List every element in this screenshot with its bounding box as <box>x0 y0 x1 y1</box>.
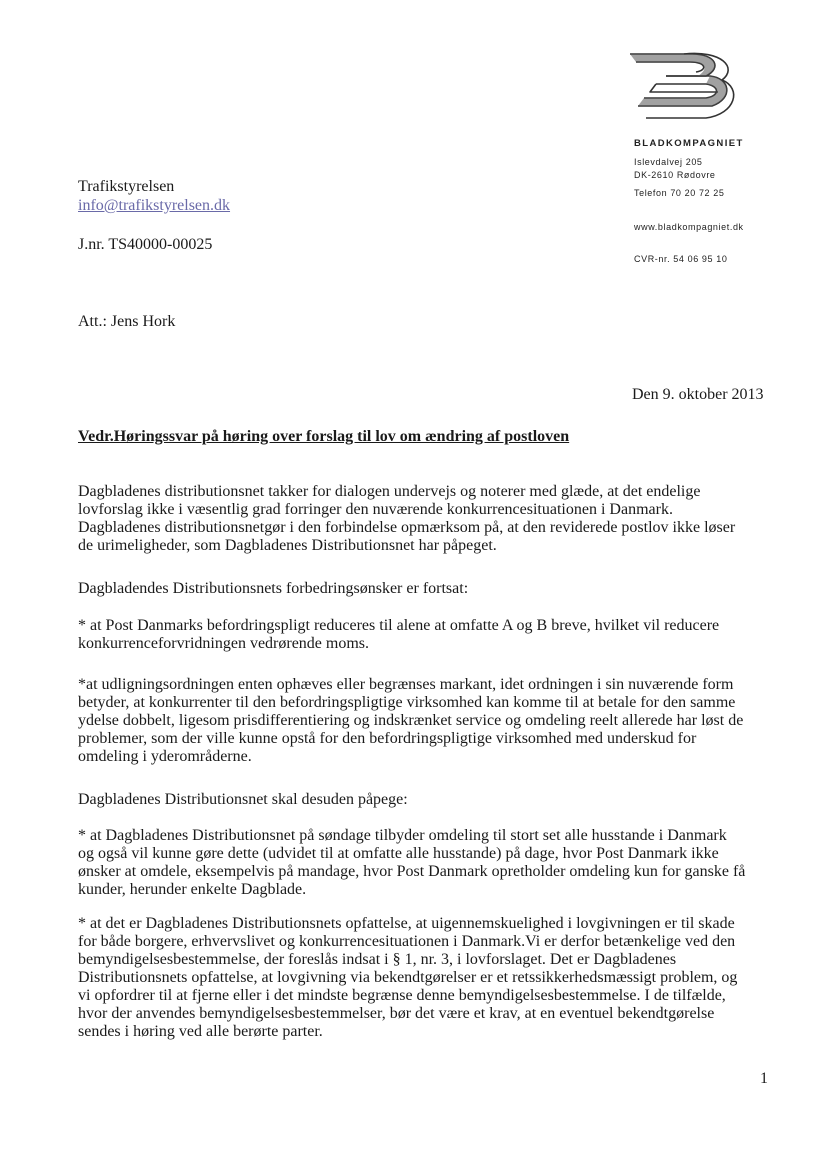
paragraph-bullet-udligning <box>78 676 778 766</box>
paragraph-line: Dagbladenes distributionsnet takker for dialogen undervejs og noterer med glæde, at det endelige <box>78 483 701 500</box>
paragraph-line: Distributionsnets opfattelse, at lovgivning via bekendtgørelser er et retssikkerhedsmæssigt problem, og <box>78 969 738 986</box>
paragraph-line: * at Post Danmarks befordringspligt reduceres til alene at omfatte A og B breve, hvilket vil reducere <box>78 617 720 634</box>
paragraph-bullet-sondage <box>78 827 778 899</box>
paragraph-line: hvor der anvendes bemyndigelsesbestemmelser, bør det være et krav, at en eventuel bekendtgørelse <box>78 1005 715 1022</box>
bb-logo-icon <box>626 48 742 126</box>
paragraph-line: * at Dagbladenes Distributionsnet på søndage tilbyder omdeling til stort set alle husstande i Danmark <box>78 827 727 844</box>
paragraph-line: ønsker at omdele, eksempelvis på mandage, hvor Post Danmark opretholder omdeling kun for ganske få <box>78 863 746 880</box>
paragraph-bullet-bemyndigelse <box>78 915 778 1041</box>
address-line-1: Islevdalvej 205 <box>634 157 703 167</box>
paragraph-bullet-befordringspligt <box>78 617 778 653</box>
paragraph-intro <box>78 483 778 555</box>
page-number: 1 <box>760 1070 768 1087</box>
paragraph-line: betyder, at konkurrenter til den befordringspligtige virksomhed kan komme til at betale for den samme <box>78 694 736 711</box>
paragraph-line: kunder, herunder enkelte Dagblade. <box>78 881 307 898</box>
paragraph-line: omdeling i yderområderne. <box>78 748 252 765</box>
website: www.bladkompagniet.dk <box>634 222 744 232</box>
paragraph-line: konkurrenceforvridningen vedrørende moms. <box>78 635 370 652</box>
paragraph-wishes-heading <box>78 580 778 598</box>
address-line-2: DK-2610 Rødovre <box>634 170 716 180</box>
paragraph-line: *at udligningsordningen enten ophæves eller begrænses markant, idet ordningen i sin nuværende form <box>78 676 734 693</box>
attention-line: Att.: Jens Hork <box>78 313 176 330</box>
paragraph-line: og også vil kunne gøre dette (udvidet til at omfatte alle husstande) på dage, hvor Post Danmark ikke <box>78 845 719 862</box>
company-name: BLADKOMPAGNIET <box>634 138 744 149</box>
letter-date: Den 9. oktober 2013 <box>632 386 764 403</box>
paragraph-line: Dagbladenes Distributionsnet skal desuden påpege: <box>78 791 408 808</box>
paragraph-line: problemer, som der ville kunne opstå for den befordringspligtige virksomhed med underskud for <box>78 730 697 747</box>
journal-number: J.nr. TS40000-00025 <box>78 236 213 253</box>
paragraph-line: for både borgere, erhvervslivet og konkurrencesituationen i Danmark.Vi er derfor betænkelige ved den <box>78 933 736 950</box>
paragraph-line: de urimeligheder, som Dagbladenes Distributionsnet har påpeget. <box>78 537 497 554</box>
paragraph-line: sendes i høring ved alle berørte parter. <box>78 1023 323 1040</box>
cvr-number: CVR-nr. 54 06 95 10 <box>634 254 728 264</box>
recipient-email-link[interactable]: info@trafikstyrelsen.dk <box>78 197 231 214</box>
paragraph-line: Dagbladenes distributionsnetgør i den forbindelse opmærksom på, at den reviderede postlov ikke løser <box>78 519 736 536</box>
paragraph-line: * at det er Dagbladenes Distributionsnets opfattelse, at uigennemskuelighed i lovgivningen er til skade <box>78 915 735 932</box>
paragraph-line: bemyndigelsesbestemmelse, der foreslås indsat i § 1, nr. 3, i lovforslaget. Det er Dagbladenes <box>78 951 677 968</box>
paragraph-line: lovforslag ikke i væsentlig grad forringer den nuværende konkurrencesituationen i Danmark. <box>78 501 673 518</box>
recipient-name: Trafikstyrelsen <box>78 178 175 195</box>
subject-line: Vedr.Høringssvar på høring over forslag til lov om ændring af postloven <box>78 428 570 445</box>
paragraph-additional-heading <box>78 791 778 809</box>
paragraph-line: ydelse dobbelt, ligesom prisdifferentiering og indskrænket service og omdeling reelt allerede har løst de <box>78 712 744 729</box>
paragraph-line: Dagbladendes Distributionsnets forbedringsønsker er fortsat: <box>78 580 469 597</box>
phone-number: Telefon 70 20 72 25 <box>634 188 725 198</box>
paragraph-line: vi opfordrer til at fjerne eller i det mindste begrænse denne bemyndigelsesbestemmelse. I de tilfælde, <box>78 987 726 1004</box>
